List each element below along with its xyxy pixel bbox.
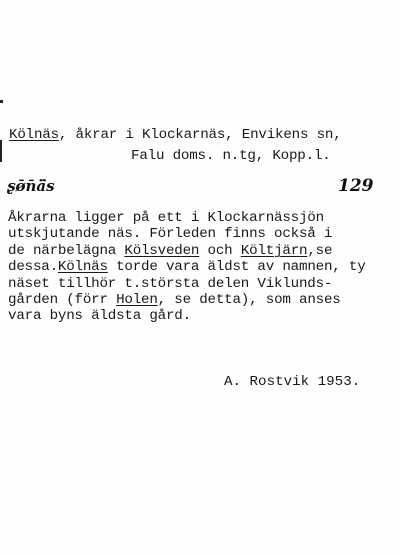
handwritten-number: 129	[338, 176, 374, 196]
body-line-1: Åkrarna ligger på ett i Klockarnässjön	[8, 210, 324, 226]
handwritten-phonetic: ʂø̄n̄ä̈s	[7, 177, 55, 195]
body-line-3	[8, 243, 332, 259]
body-line-6	[8, 292, 341, 308]
place-ref-kolsveden: Kölsveden	[124, 243, 200, 259]
header-line-2: Falu doms. n.tg, Kopp.l.	[131, 148, 331, 164]
edge-mark	[0, 140, 2, 162]
header-line-1	[9, 127, 342, 143]
body-line-4	[8, 259, 366, 275]
text-run: dessa.	[8, 259, 58, 275]
place-ref-holen: Holen	[116, 292, 158, 308]
body-line-2: utskjutande näs. Förleden finns också i	[8, 226, 333, 242]
edge-mark	[0, 100, 3, 103]
place-name: Kölnäs	[9, 127, 59, 143]
text-run: , se detta), som anses	[157, 292, 341, 308]
body-line-7: vara byns äldsta gård.	[8, 308, 191, 324]
text-run: torde vara äldst av namnen, ty	[107, 259, 366, 275]
place-ref-kolnas: Kölnäs	[57, 259, 108, 275]
text-run: gården (förr	[8, 292, 117, 308]
signature: A. Rostvik 1953.	[224, 374, 361, 390]
header-location: , åkrar i Klockarnäs, Envikens sn,	[58, 127, 342, 143]
text-run: de närbelägna	[8, 243, 125, 259]
text-run: ,se	[307, 243, 333, 259]
place-ref-koltjarn: Költjärn	[240, 243, 308, 259]
body-line-5: näset tillhör t.största delen Viklunds-	[8, 276, 333, 292]
text-run: och	[199, 243, 241, 259]
